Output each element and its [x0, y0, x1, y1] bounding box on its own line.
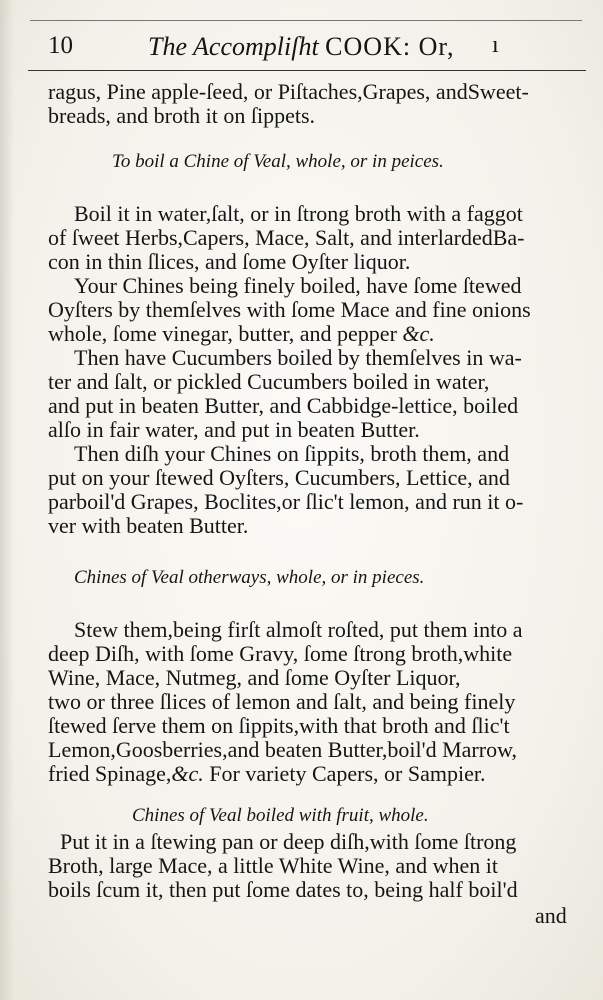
text-line: con in thin ſlices, and ſome Oyſter liquor. — [48, 249, 411, 274]
text-line: deep Diſh, with ſome Gravy, ſome ſtrong broth,white — [48, 641, 513, 666]
header-rule — [28, 70, 586, 71]
header-mark: ı — [492, 32, 499, 58]
text-line: ver with beaten Butter. — [48, 513, 249, 538]
text-line: Broth, large Mace, a little White Wine, and when it — [48, 853, 498, 878]
text-line: Lemon,Goosberries,and beaten Butter,boil'd Marrow, — [48, 737, 518, 762]
text-line: ragus, Pine apple-ſeed, or Piſtaches,Grapes, andSweet- — [48, 79, 529, 104]
recipe-heading: To boil a Chine of Veal, whole, or in peices. — [112, 151, 444, 172]
text-line: ter and ſalt, or pickled Cucumbers boiled in water, — [48, 369, 490, 394]
text-line: parboil'd Grapes, Boclites,or ſlic't lemon, and run it o- — [48, 489, 524, 514]
page-gutter-shadow — [0, 0, 14, 1000]
text-line: Your Chines being finely boiled, have ſome ſtewed — [74, 273, 522, 298]
text-line: ſtewed ſerve them on ſippits,with that broth and ſlic't — [48, 713, 510, 738]
text-line: Then have Cucumbers boiled by themſelves in wa- — [74, 345, 522, 370]
text-line: and put in beaten Butter, and Cabbidge-lettice, boiled — [48, 393, 519, 418]
top-page-edge — [30, 20, 582, 21]
recipe-heading: Chines of Veal otherways, whole, or in pieces. — [74, 567, 425, 588]
text-line: breads, and broth it on ſippets. — [48, 103, 316, 128]
text-line: alſo in fair water, and put in beaten Butter. — [48, 417, 420, 442]
catchword: and — [535, 903, 567, 928]
text-line: Boil it in water,ſalt, or in ſtrong broth with a faggot — [74, 201, 523, 226]
running-header — [48, 30, 588, 70]
page-number: 10 — [48, 32, 73, 59]
running-title: The Accompliſht COOK: Or, — [148, 32, 455, 61]
recipe-heading: Chines of Veal boiled with fruit, whole. — [132, 805, 429, 826]
text-line: Oyſters by themſelves with ſome Mace and fine onions — [48, 297, 531, 322]
text-line: Then diſh your Chines on ſippits, broth them, and — [74, 441, 510, 466]
text-line: fried Spinage,&c. For variety Capers, or Sampier. — [48, 761, 486, 786]
text-line: Put it in a ſtewing pan or deep diſh,with ſome ſtrong — [60, 829, 517, 854]
text-line: whole, ſome vinegar, butter, and pepper &c. — [48, 321, 435, 346]
text-line: boils ſcum it, then put ſome dates to, being half boil'd — [48, 877, 518, 902]
text-line: Stew them,being firſt almoſt roſted, put them into a — [74, 617, 523, 642]
text-line: Wine, Mace, Nutmeg, and ſome Oyſter Liquor, — [48, 665, 461, 690]
text-line: two or three ſlices of lemon and ſalt, and being finely — [48, 689, 516, 714]
text-line: put on your ſtewed Oyſters, Cucumbers, Lettice, and — [48, 465, 510, 490]
text-line: of ſweet Herbs,Capers, Mace, Salt, and interlardedBa- — [48, 225, 525, 250]
